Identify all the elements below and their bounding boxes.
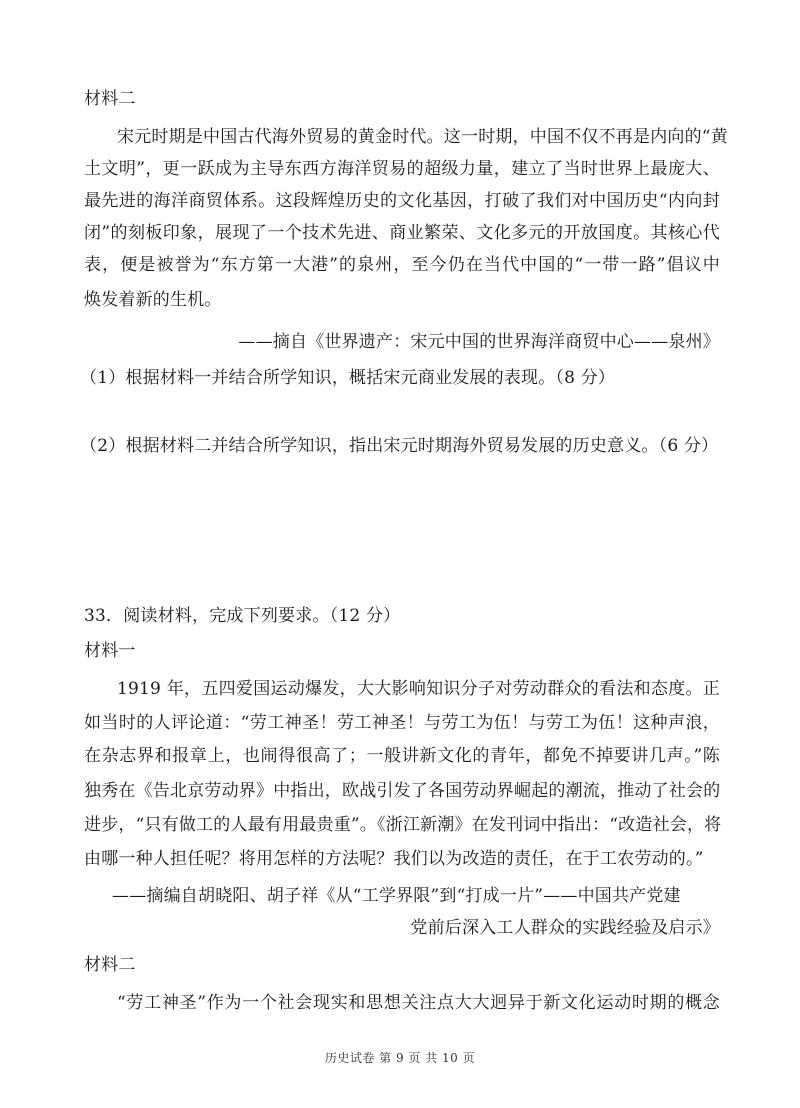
question-2: （2）根据材料二并结合所学知识，指出宋元时期海外贸易发展的历史意义。（6 分）: [80, 436, 719, 456]
passage-line: 闭”的刻板印象，展现了一个技术先进、商业繁荣、文化多元的开放国度。其核心代: [84, 223, 720, 243]
passage-line: 表，便是被誉为“东方第一大港”的泉州，至今仍在当代中国的“一带一路”倡议中: [84, 255, 720, 275]
passage-source: 党前后深入工人群众的实践经验及启示》: [410, 918, 720, 938]
material-1-heading: 材料一: [84, 641, 136, 661]
passage-line: 1919 年，五四爱国运动爆发，大大影响知识分子对劳动群众的看法和态度。正: [117, 679, 720, 699]
passage-line: 最先进的海洋商贸体系。这段辉煌历史的文化基因，打破了我们对中国历史“内向封: [84, 191, 720, 211]
passage-source: ——摘编自胡晓阳、胡子祥《从“工学界限”到“打成一片”——中国共产党建: [112, 886, 681, 906]
passage-line: 土文明”，更一跃成为主导东西方海洋贸易的超级力量，建立了当时世界上最庞大、: [84, 159, 720, 179]
passage-line: 宋元时期是中国古代海外贸易的黄金时代。这一时期，中国不仅不再是内向的“黄: [117, 127, 728, 147]
material-2-heading: 材料二: [84, 89, 136, 109]
passage-line: “劳工神圣”作为一个社会现实和思想关注点大大迥异于新文化运动时期的概念: [117, 993, 720, 1013]
passage-line: 在杂志界和报章上，也闹得很高了；一般讲新文化的青年，都免不掉要讲几声。”陈: [84, 746, 720, 766]
passage-line: 如当时的人评论道：“劳工神圣！劳工神圣！与劳工为伍！与劳工为伍！这种声浪，: [84, 713, 720, 733]
passage-line: 进步，“只有做工的人最有用最贵重”。《浙江新潮》在发刊词中指出：“改造社会，将: [84, 815, 722, 835]
page-footer: 历史试卷 第 9 页 共 10 页: [324, 1051, 476, 1065]
material-2-heading: 材料二: [84, 955, 136, 975]
passage-line: 由哪一种人担任呢？将用怎样的方法呢？我们以为改造的责任，在于工农劳动的。”: [84, 849, 704, 869]
passage-line: 独秀在《告北京劳动界》中指出，欧战引发了各国劳动界崛起的潮流，推动了社会的: [84, 781, 721, 801]
question-33-title: 33．阅读材料，完成下列要求。（12 分）: [84, 606, 401, 626]
passage-line: 焕发着新的生机。: [84, 290, 222, 310]
question-1: （1）根据材料一并结合所学知识，概括宋元商业发展的表现。（8 分）: [80, 368, 616, 388]
passage-source: ——摘自《世界遗产：宋元中国的世界海洋商贸中心——泉州》: [238, 332, 720, 352]
